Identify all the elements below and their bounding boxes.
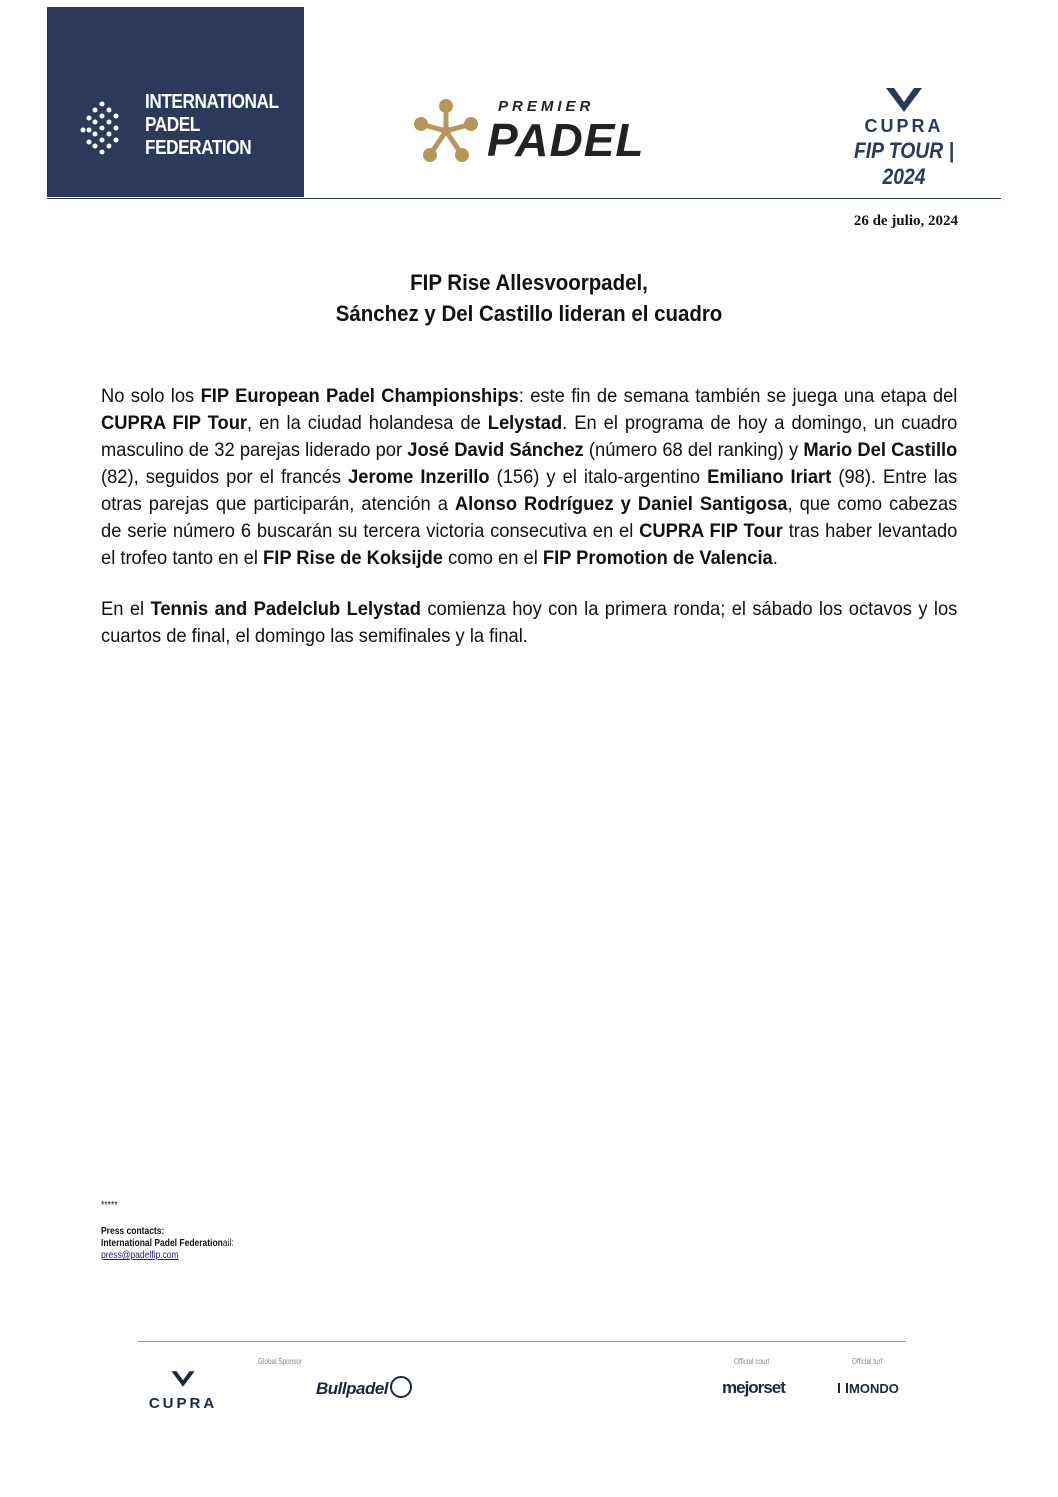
ipf-logo-line: FEDERATION [145,137,252,159]
official-turf-caption: Official turf [852,1357,883,1366]
ipf-logo-text [145,91,279,160]
text-segment: . En el programa de hoy a domingo, un cuadro masculino de 32 parejas liderado por [101,412,958,461]
text-segment: (82), seguidos por el francés [101,466,349,488]
contacts-org-suffix: ail: [222,1238,234,1249]
footer-mejorset-text: mejorset [722,1378,785,1397]
paragraph-2 [101,596,957,650]
premier-padel-star-icon [413,98,479,164]
footer-divider [138,1341,906,1342]
text-segment: : este fin de semana también se juega una etapa del [518,385,958,407]
bold-segment: CUPRA FIP Tour [101,412,248,434]
premier-padel-premier-text: PREMIER [498,98,595,115]
paragraph-1 [101,383,957,572]
global-sponsor-caption: Global Sponsor [258,1357,303,1366]
bold-segment: FIP European Padel Championships [200,385,519,407]
footer-mondo-logo [838,1381,899,1396]
text-segment: (98). Entre las otras parejas que participarán, atención a [101,466,958,515]
bold-segment: FIP Promotion de Valencia [542,547,773,569]
contacts-org: International Padel Federation [101,1238,223,1249]
separator-stars: ***** [101,1200,118,1211]
ipf-logo-line: PADEL [145,114,200,136]
text-segment: como en el [443,547,543,569]
bold-segment: Lelystad [487,412,563,434]
footer-cupra-text: CUPRA [148,1395,218,1412]
article-body [101,383,957,674]
title-line-1: FIP Rise Allesvoorpadel, [410,270,648,295]
text-segment: comienza hoy con la primera ronda; el sábado los octavos y los cuartos de final, el domingo las semifinales y la final. [101,598,958,647]
bold-segment: Alonso Rodríguez y Daniel Santigosa [454,493,788,515]
premier-padel-padel-text: PADEL [487,114,645,166]
bold-segment: FIP Rise de Koksijde [263,547,444,569]
text-segment: (número 68 del ranking) y [583,439,804,461]
cupra-fip-tour-logo [830,86,980,189]
official-court-caption: Official court [734,1357,770,1366]
bold-segment: José David Sánchez [407,439,584,461]
bold-segment: Mario Del Castillo [803,439,958,461]
mondo-stripes-icon [838,1383,848,1393]
text-segment: , en la ciudad holandesa de [247,412,488,434]
bullpadel-badge-icon [390,1376,412,1398]
page-title [130,267,928,329]
press-release-date: 26 de julio, 2024 [853,213,958,229]
bold-segment: Jerome Inzerillo [348,466,490,488]
cupra-emblem-icon [170,1370,196,1388]
cupra-brand-text: CUPRA [864,116,944,136]
contacts-org-line [101,1238,234,1250]
bold-segment: Tennis and Padelclub Lelystad [150,598,421,620]
ipf-ball-icon [75,85,137,175]
text-segment: , que como cabezas de serie número 6 buscarán su tercera victoria consecutiva en el [101,493,958,542]
bold-segment: Emiliano Iriart [707,466,832,488]
footer-bullpadel-text: Bullpadel [316,1379,389,1398]
contacts-email-link[interactable]: press@padelfip.com [101,1250,179,1261]
text-segment: (156) y el italo-argentino [489,466,708,488]
cupra-emblem-icon [884,86,924,114]
text-segment: . [772,547,778,569]
ipf-header-band [47,7,304,197]
premier-padel-logo [413,98,703,168]
fip-tour-text: FIP TOUR | 2024 [853,138,955,189]
text-segment: tras haber levantado el trofeo tanto en el [101,520,958,569]
contacts-heading: Press contacts: [101,1226,165,1237]
header-divider [47,198,1001,199]
footer-mondo-text: MONDO [849,1381,899,1396]
title-line-2: Sánchez y Del Castillo lideran el cuadro [335,301,723,326]
ipf-logo-line: INTERNATIONAL [145,91,279,113]
text-segment: En el [101,598,151,620]
text-segment: No solo los [101,385,201,407]
bold-segment: CUPRA FIP Tour [639,520,783,542]
press-contacts [101,1200,234,1262]
footer-bullpadel-logo [316,1376,412,1399]
footer-cupra-logo [137,1370,229,1412]
